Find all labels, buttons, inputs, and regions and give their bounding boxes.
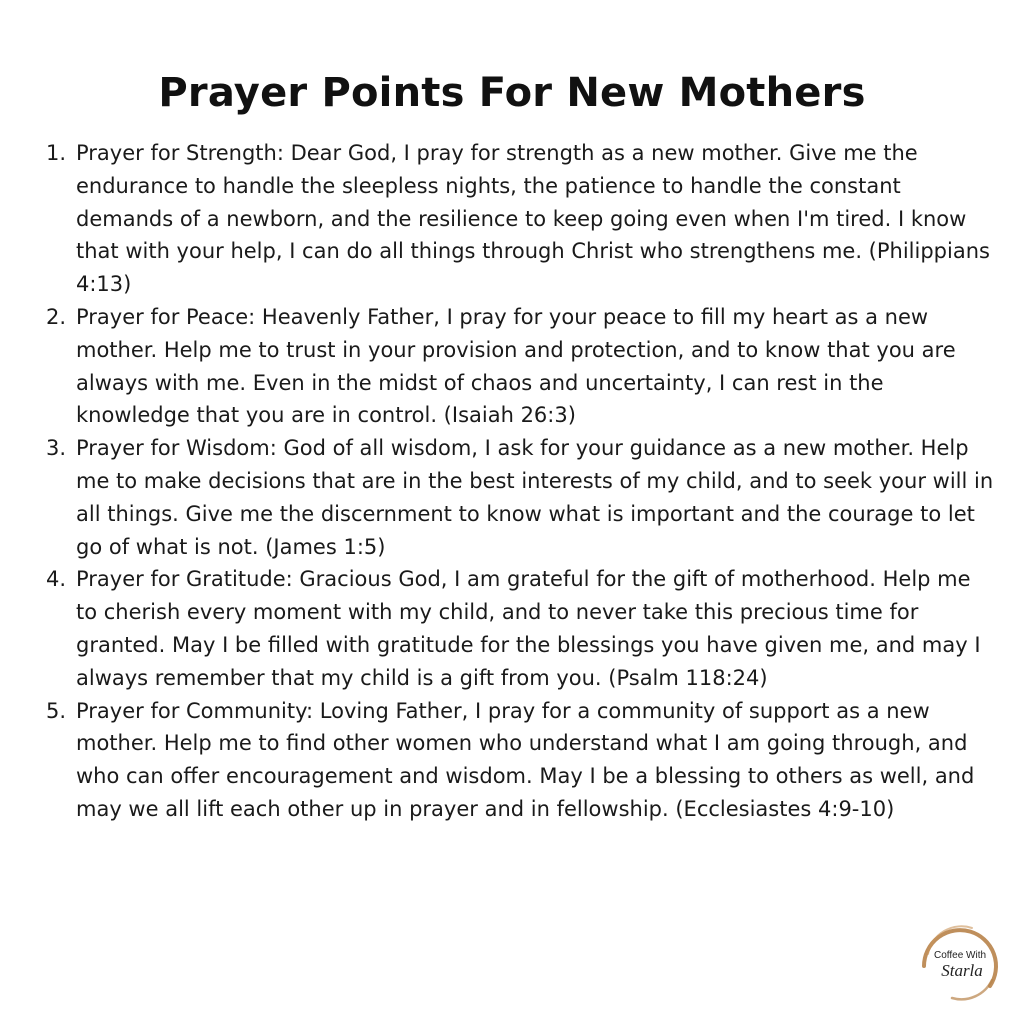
prayer-item-3 — [46, 432, 996, 563]
prayer-list — [46, 137, 996, 826]
prayer-item-2 — [46, 301, 996, 432]
page-title: Prayer Points For New Mothers — [158, 69, 866, 116]
prayer-text: Prayer for Gratitude: Gracious God, I am grateful for the gift of motherhood. Help me to cherish every moment with my child, and to never take this precious time for granted. May I be filled with gratitude for the blessings you have given me, and may I always remember that my child is a gift from you. (Psalm 118:24) — [76, 567, 981, 690]
prayer-text: Prayer for Peace: Heavenly Father, I pray for your peace to fill my heart as a new mother. Help me to trust in your provision and protection, and to know that you are always with me. Even in the midst of chaos and uncertainty, I can rest in the knowledge that you are in control. (Isaiah 26:3) — [76, 304, 956, 428]
prayer-text: Prayer for Community: Loving Father, I pray for a community of support as a new mother. Help me to find other women who understand what I am going through, and who can offer encouragement and wisdom. May I be a blessing to others as well, and may we all lift each other up in prayer and in fellowship. (Ecclesiastes 4:9-10) — [76, 698, 975, 821]
prayer-number: 3. — [46, 436, 67, 461]
prayer-number: 5. — [46, 698, 67, 723]
prayer-number: 2. — [46, 304, 67, 329]
prayer-item-1 — [46, 137, 996, 301]
prayer-item-4 — [46, 563, 996, 694]
coffee-ring-icon — [912, 914, 1008, 1010]
coffee-with-starla-logo — [912, 914, 1008, 1010]
prayer-number: 4. — [46, 567, 67, 592]
logo-line1: Coffee With — [933, 950, 987, 961]
prayer-number: 1. — [46, 141, 67, 165]
prayer-item-5 — [46, 695, 996, 826]
prayer-text: Prayer for Wisdom: God of all wisdom, I ask for your guidance as a new mother. Help me to make decisions that are in the best interests of my child, and to seek your will in all things. Give me the discernment to know what is important and the courage to let go of what is not. (James 1:5) — [76, 436, 994, 559]
logo-line2: Starla — [941, 961, 983, 980]
prayer-text: Prayer for Strength: Dear God, I pray for strength as a new mother. Give me the endurance to handle the sleepless nights, the patience to handle the constant demands of a newborn, and the resilience to keep going even when I'm tired. I know that with your help, I can do all things through Christ who strengthens me. (Philippians 4:13) — [76, 141, 990, 297]
